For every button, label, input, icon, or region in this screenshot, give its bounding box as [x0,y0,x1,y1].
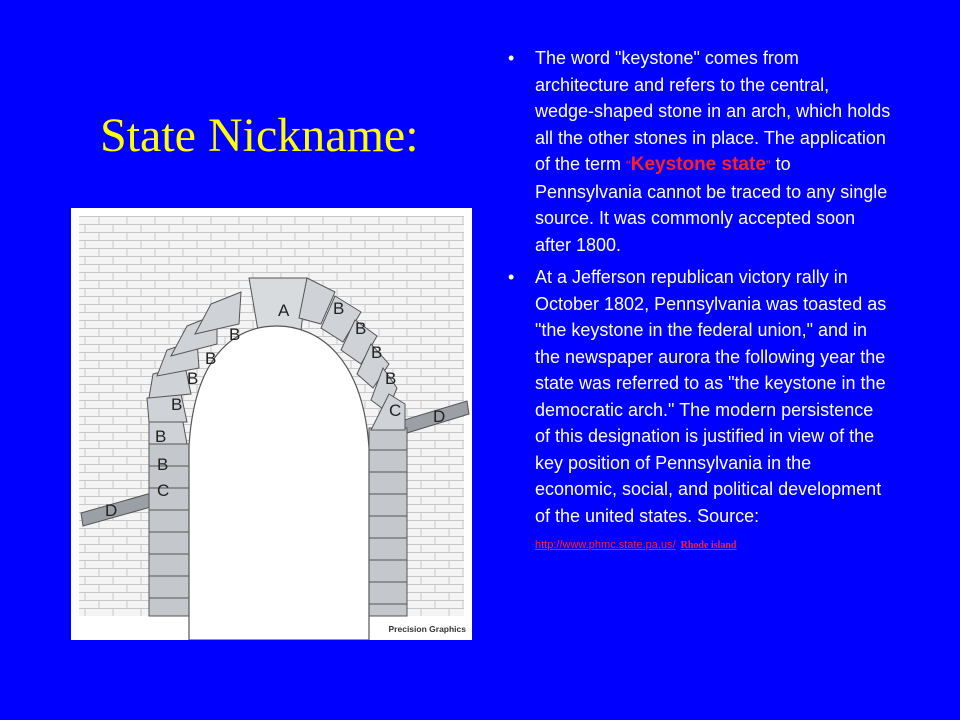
label-b: B [371,343,383,362]
bullet-history [508,264,893,560]
label-b: B [157,455,169,474]
label-b: B [333,299,345,318]
source-link[interactable]: http://www.phmc.state.pa.us/ [535,539,676,551]
next-state-link[interactable]: Rhode island [680,540,737,551]
bullet-text: to Pennsylvania cannot be traced to any single source. It was commonly accepted soon after 1800. [535,154,888,255]
right-pier [369,428,407,616]
label-d: D [433,407,446,426]
bullet-list [508,45,893,566]
slide-title: State Nickname: [100,109,419,162]
image-credit: Precision Graphics [388,624,466,634]
keystone-arch-diagram [71,208,472,640]
label-c: C [157,481,170,500]
label-b: B [385,369,397,388]
left-pier [149,444,189,616]
label-c: C [389,401,402,420]
label-a: A [278,301,290,320]
bullet-text: At a Jefferson republican victory rally in October 1802, Pennsylvania was toasted as "the keystone in the federal union," and in the newspaper aurora the following year the state was referred to as "the keystone in the democratic arch." The modern persistence of this designation is justified in view of the key position of Pennsylvania in the economic, social, and political development of the united states. [535,267,887,526]
close-quote: ” [765,157,771,173]
open-quote: “ [626,157,631,173]
label-b: B [187,369,199,388]
label-b: B [155,427,167,446]
keystone-state-highlight: Keystone state [630,154,766,175]
bullet-keystone-definition [508,45,893,258]
arch-opening [189,326,369,640]
source-label: Source: [697,505,760,526]
label-b: B [171,395,183,414]
arch-illustration [71,208,472,640]
label-b: B [355,319,367,338]
label-b: B [229,325,241,344]
label-b: B [205,349,217,368]
label-d: D [105,501,118,520]
bullet-text: The word "keystone" comes from architecture and refers to the central, wedge-shaped stone in an arch, which holds all the other stones in place. The application of the term [535,48,891,174]
